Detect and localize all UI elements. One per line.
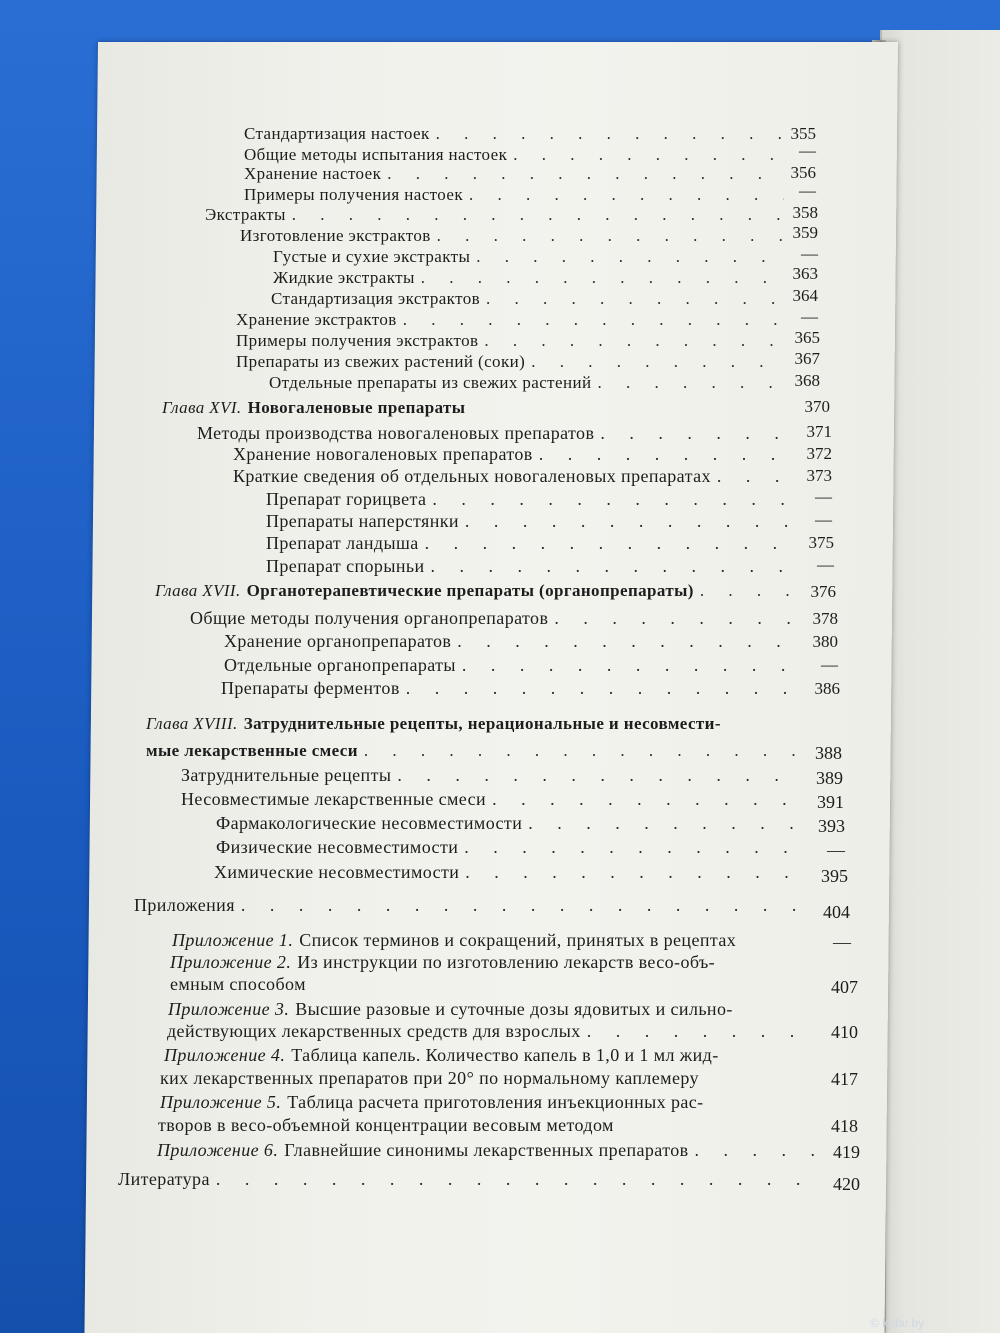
page-number: 358	[792, 203, 818, 222]
page-number: 368	[794, 371, 820, 390]
appendix-title: Из инструкции по изготовлению лекарств весо-объ-	[297, 952, 716, 972]
page-number: 367	[794, 349, 820, 368]
leader-dots	[387, 164, 784, 184]
toc-entry-title: Отдельные органопрепараты	[224, 655, 456, 675]
toc-row	[224, 655, 808, 675]
leader-dots	[695, 1140, 815, 1160]
toc-appendix-row	[160, 1092, 840, 1112]
toc-entry-title: Препарат горицвета	[266, 489, 427, 509]
appendix-number: Приложение 2.	[170, 952, 292, 972]
page-number: 417	[831, 1069, 858, 1089]
toc-entry-title: Приложения	[134, 895, 235, 915]
page-number: —	[817, 555, 834, 574]
toc-row	[266, 511, 799, 531]
toc-row	[236, 352, 790, 372]
appendix-title: Главнейшие синонимы лекарственных препаратов	[284, 1140, 689, 1160]
toc-chapter-row	[162, 398, 792, 418]
toc-entry-title: Химические несовместимости	[214, 862, 460, 882]
leader-dots	[597, 373, 786, 393]
leader-dots	[587, 1021, 813, 1041]
toc-entry-title: Препарат спорыньи	[266, 556, 425, 576]
toc-row	[266, 533, 799, 553]
toc-row	[244, 124, 790, 144]
toc-row	[216, 837, 810, 857]
toc-appendix-row	[168, 999, 828, 1019]
toc-row	[244, 145, 790, 165]
toc-row	[244, 164, 790, 184]
appendix-title-continued: творов в весо-объемной концентрации весовым методом	[158, 1115, 614, 1135]
page-number: 391	[817, 792, 844, 812]
toc-row	[233, 466, 799, 486]
toc-row	[181, 765, 809, 785]
page-number: 420	[833, 1174, 860, 1194]
toc-entry-title: Методы производства новогаленовых препаратов	[197, 423, 595, 443]
leader-dots	[431, 556, 794, 576]
toc-row	[190, 608, 808, 628]
chapter-title: Затруднительные рецепты, нерациональные и несовмести-	[243, 714, 721, 733]
toc-row	[134, 895, 814, 915]
leader-dots	[216, 1169, 814, 1189]
page-number: 410	[831, 1022, 858, 1042]
toc-row	[221, 678, 808, 698]
appendix-number: Приложение 3.	[168, 999, 290, 1019]
page-number: 389	[816, 768, 843, 788]
toc-entry-title: Стандартизация экстрактов	[271, 289, 481, 308]
chapter-number: Глава XVI.	[162, 398, 242, 417]
toc-entry-title: Препарат ландыша	[266, 533, 419, 553]
toc-entry-title: Препараты наперстянки	[266, 511, 459, 531]
leader-dots	[403, 310, 784, 330]
toc-entry-title: Отдельные препараты из свежих растений	[269, 373, 592, 392]
toc-appendix-row	[157, 1140, 821, 1160]
page-number: 363	[792, 264, 818, 283]
leader-dots	[486, 289, 784, 309]
page-number: 370	[804, 397, 830, 416]
page-number: 395	[821, 866, 848, 886]
leader-dots	[465, 511, 793, 531]
leader-dots	[436, 124, 784, 144]
chapter-title: Органотерапевтические препараты (органопрепараты)	[246, 581, 694, 600]
toc-entry-title: Общие методы получения органопрепаратов	[190, 608, 549, 628]
page-number: 376	[810, 582, 836, 601]
leader-dots	[528, 813, 804, 833]
toc-entry-title: Препараты из свежих растений (соки)	[236, 352, 526, 371]
page-number: —	[801, 244, 818, 263]
page-number: —	[815, 487, 832, 506]
appendix-number: Приложение 4.	[164, 1045, 286, 1065]
leader-dots	[469, 185, 784, 205]
watermark: © kufar.by	[870, 1316, 925, 1330]
toc-appendix-row	[164, 1045, 844, 1065]
toc-entry-title: Общие методы испытания настоек	[244, 145, 508, 164]
appendix-number: Приложение 5.	[160, 1092, 282, 1112]
page-number: 386	[814, 679, 840, 698]
page-number: —	[799, 181, 816, 200]
toc-entry-title: Фармакологические несовместимости	[216, 813, 523, 833]
leader-dots	[554, 608, 802, 628]
leader-dots	[717, 466, 793, 486]
toc-row-continued	[167, 1021, 819, 1041]
page-number: —	[801, 307, 818, 326]
leader-dots	[462, 655, 802, 675]
chapter-title-continued: мые лекарственные смеси	[146, 741, 358, 760]
page-number: —	[799, 141, 816, 160]
toc-entry-title: Затруднительные рецепты	[181, 765, 392, 785]
page-number: 372	[806, 444, 832, 463]
toc-row	[236, 310, 790, 330]
leader-dots	[406, 678, 802, 698]
toc-entry-title: Несовместимые лекарственные смеси	[181, 789, 487, 809]
toc-row	[205, 205, 790, 225]
leader-dots	[484, 331, 784, 351]
page-number: 356	[790, 163, 816, 182]
toc-row	[181, 789, 809, 809]
appendix-title: Таблица расчета приготовления инъекционных рас-	[287, 1092, 704, 1112]
page-number: —	[815, 510, 832, 529]
page-number: 373	[806, 466, 832, 485]
leader-dots	[425, 533, 793, 553]
toc-row	[271, 289, 790, 309]
toc-chapter-row	[146, 714, 826, 734]
toc-row	[244, 185, 790, 205]
toc-row	[216, 813, 810, 833]
toc-row	[197, 423, 797, 443]
chapter-title: Новогаленовые препараты	[247, 398, 466, 417]
page-number: 364	[792, 286, 818, 305]
toc-entry-title: Примеры получения настоек	[244, 185, 463, 204]
page-number: 380	[812, 632, 838, 651]
page-number: —	[833, 932, 851, 952]
toc-entry-title: Препараты ферментов	[221, 678, 400, 698]
page-number: 419	[833, 1142, 860, 1162]
page-number: 418	[831, 1116, 858, 1136]
toc-entry-title: Примеры получения экстрактов	[236, 331, 479, 350]
leader-dots	[421, 268, 784, 288]
appendix-number: Приложение 6.	[157, 1140, 279, 1160]
toc-entry-title: Хранение новогаленовых препаратов	[233, 444, 533, 464]
toc-row	[266, 489, 799, 509]
appendix-title: Список терминов и сокращений, принятых в рецептах	[299, 930, 737, 950]
toc-entry-title: Хранение органопрепаратов	[224, 631, 452, 651]
leader-dots	[531, 352, 784, 372]
toc-row	[240, 226, 790, 246]
toc-row	[273, 268, 790, 288]
appendix-title-continued: емным способом	[170, 974, 306, 994]
toc-entry-title: Стандартизация настоек	[244, 124, 430, 143]
toc-appendix-row	[172, 930, 812, 950]
leader-dots	[465, 862, 804, 882]
toc-entry-title: Физические несовместимости	[216, 837, 459, 857]
toc-entry-title: Литература	[118, 1169, 210, 1189]
leader-dots	[364, 741, 800, 761]
page-number: 355	[790, 124, 816, 143]
leader-dots	[476, 247, 784, 267]
leader-dots	[513, 145, 784, 165]
toc-row	[224, 631, 808, 651]
toc-row	[266, 556, 799, 576]
page-number: —	[827, 840, 845, 860]
toc-entry-title: Хранение настоек	[244, 164, 382, 183]
leader-dots	[241, 895, 808, 915]
toc-entry-title: Густые и сухие экстракты	[273, 247, 471, 266]
leader-dots	[397, 765, 803, 785]
page-number: 404	[823, 902, 850, 922]
leader-dots	[464, 837, 804, 857]
appendix-number: Приложение 1.	[172, 930, 294, 950]
page-number: 388	[815, 743, 842, 763]
page-number: 375	[808, 533, 834, 552]
toc-entry-title: Экстракты	[205, 205, 286, 224]
appendix-title: Высшие разовые и суточные дозы ядовитых и сильно-	[295, 999, 733, 1019]
leader-dots	[292, 205, 784, 225]
page-number: —	[821, 655, 838, 674]
leader-dots	[700, 581, 803, 601]
toc-entry-title: Изготовление экстрактов	[240, 226, 431, 245]
toc-row	[233, 444, 799, 464]
toc-chapter-row	[155, 581, 809, 601]
page-number: 359	[792, 223, 818, 242]
toc-row	[236, 331, 790, 351]
leader-dots	[457, 631, 802, 651]
toc-entry-title: Хранение экстрактов	[236, 310, 397, 329]
leader-dots	[600, 423, 791, 443]
appendix-title-continued: ких лекарственных препаратов при 20° по нормальному каплемеру	[160, 1068, 699, 1088]
page-number: 365	[794, 328, 820, 347]
toc-chapter-row-continued	[146, 741, 806, 761]
toc-row	[214, 862, 810, 882]
toc-row	[273, 247, 790, 267]
toc-row	[269, 373, 792, 393]
leader-dots	[437, 226, 784, 246]
toc-appendix-row	[170, 952, 820, 972]
toc-entry-title: Жидкие экстракты	[273, 268, 415, 287]
chapter-number: Глава XVIII.	[146, 714, 238, 733]
page-number: 407	[831, 977, 858, 997]
page-number: 393	[818, 816, 845, 836]
toc-row	[118, 1169, 820, 1189]
page-number: 371	[806, 422, 832, 441]
leader-dots	[492, 789, 803, 809]
toc-entry-title: Краткие сведения об отдельных новогаленовых препаратах	[233, 466, 711, 486]
leader-dots	[432, 489, 793, 509]
appendix-title: Таблица капель. Количество капель в 1,0 и 1 мл жид-	[291, 1045, 719, 1065]
appendix-title-continued: действующих лекарственных средств для взрослых	[167, 1021, 581, 1041]
page-number: 378	[812, 609, 838, 628]
leader-dots	[539, 444, 793, 464]
chapter-number: Глава XVII.	[155, 581, 241, 600]
